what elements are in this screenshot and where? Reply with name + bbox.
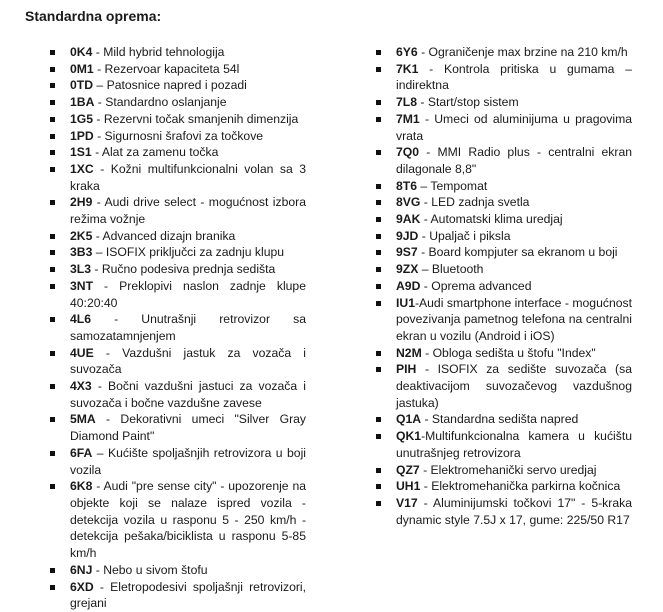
- equipment-code: 3L3: [70, 262, 92, 277]
- equipment-description: - MMI Radio plus - centralni ekran dilagonale 8,8": [396, 145, 632, 176]
- equipment-code: 1XC: [70, 161, 94, 176]
- equipment-description: - Alat za zamenu točka: [91, 145, 219, 160]
- equipment-description: – Tempomat: [417, 178, 488, 193]
- equipment-description: – Kućište spoljašnjih retrovizora u boji vozila: [70, 445, 306, 477]
- equipment-code: 2H9: [70, 195, 93, 210]
- equipment-code: 4UE: [70, 345, 94, 360]
- equipment-code: UH1: [396, 479, 421, 494]
- equipment-item: [70, 311, 306, 344]
- equipment-list-right: [396, 44, 632, 528]
- equipment-description: - Aluminijumski točkovi 17" - 5-kraka dynamic style 7.5J x 17, gume: 225/50 R17: [396, 495, 632, 527]
- equipment-description: -Multifunkcionalna kamera u kućištu unutrašnjeg retrovizora: [396, 429, 632, 460]
- equipment-item: [70, 378, 306, 411]
- equipment-description: - Unutrašnji retrovizor sa samozatamnjenjem: [70, 312, 306, 343]
- equipment-code: 9ZX: [396, 262, 419, 277]
- equipment-code: 6K8: [70, 479, 93, 494]
- equipment-code: 8VG: [396, 195, 421, 210]
- equipment-code: 4X3: [70, 379, 92, 394]
- equipment-code: 6XD: [70, 579, 94, 594]
- equipment-description: - Kožni multifunkcionalni volan sa 3 kraka: [70, 161, 306, 193]
- equipment-code: QZ7: [396, 462, 420, 477]
- equipment-description: - Oprema advanced: [420, 278, 532, 293]
- section-title: Standardna oprema:: [25, 8, 162, 24]
- equipment-description: - Upaljač i piksla: [418, 228, 511, 243]
- equipment-item: [70, 445, 306, 478]
- equipment-item: [70, 61, 306, 78]
- equipment-code: 6Y6: [396, 45, 418, 59]
- equipment-item: [396, 345, 632, 362]
- equipment-item: [70, 44, 306, 61]
- equipment-description: - Eletropodesivi spoljašnji retrovizori, grejani: [70, 579, 306, 611]
- equipment-description: - Mild hybrid tehnologija: [92, 45, 225, 59]
- equipment-code: 7M1: [396, 111, 420, 126]
- equipment-item: [396, 178, 632, 195]
- equipment-code: 0TD: [70, 78, 94, 93]
- equipment-code: N2M: [396, 345, 422, 360]
- equipment-item: [70, 478, 306, 562]
- equipment-item: [70, 144, 306, 161]
- equipment-code: QK1: [396, 429, 422, 444]
- equipment-item: [396, 361, 632, 411]
- equipment-item: [396, 44, 632, 61]
- equipment-description: - Preklopivi naslon zadnje klupe 40:20:40: [70, 278, 306, 310]
- equipment-item: [70, 411, 306, 444]
- equipment-description: - Obloga sedišta u štofu "Index": [421, 345, 596, 360]
- equipment-code: Q1A: [396, 412, 422, 427]
- equipment-code: 7L8: [396, 95, 418, 110]
- equipment-code: 0K4: [70, 45, 93, 59]
- equipment-code: 9AK: [396, 212, 421, 227]
- equipment-item: [70, 128, 306, 145]
- equipment-description: - Ručno podesiva prednja sedišta: [91, 262, 276, 277]
- equipment-description: - Ograničenje max brzine na 210 km/h: [417, 45, 628, 59]
- equipment-item: [396, 211, 632, 228]
- equipment-item: [70, 111, 306, 128]
- equipment-item: [70, 579, 306, 612]
- equipment-item: [396, 61, 632, 94]
- equipment-description: - Automatski klima uredjaj: [420, 212, 563, 227]
- equipment-description: - Standardno oslanjanje: [94, 95, 227, 110]
- equipment-code: PIH: [396, 362, 417, 377]
- equipment-item: [396, 495, 632, 528]
- equipment-description: - Start/stop sistem: [417, 95, 519, 110]
- equipment-item: [70, 261, 306, 278]
- equipment-description: - Advanced dizajn branika: [92, 228, 236, 243]
- equipment-code: 3NT: [70, 278, 94, 293]
- equipment-code: 1G5: [70, 111, 94, 126]
- equipment-code: 2K5: [70, 228, 93, 243]
- equipment-item: [70, 278, 306, 311]
- equipment-code: 1PD: [70, 128, 94, 143]
- equipment-description: - Elektromehanički servo uredjaj: [419, 462, 597, 477]
- equipment-description: - Dekorativni umeci "Silver Gray Diamond Paint": [70, 412, 306, 444]
- equipment-item: [396, 94, 632, 111]
- equipment-code: 8T6: [396, 178, 418, 193]
- equipment-code: 9S7: [396, 245, 418, 260]
- equipment-description: - Sigurnosni šrafovi za točkove: [93, 128, 264, 143]
- equipment-description: - Board kompjuter sa ekranom u boji: [417, 245, 618, 260]
- equipment-item: [70, 562, 306, 579]
- equipment-description: - Nebo u sivom štofu: [92, 562, 208, 577]
- equipment-description: - Vazdušni jastuk za vozača i suvozača: [70, 345, 306, 377]
- equipment-description: - Rezervoar kapaciteta 54l: [93, 61, 240, 76]
- equipment-description: - Standardna sedišta napred: [421, 412, 579, 427]
- equipment-item: [70, 161, 306, 194]
- equipment-description: - LED zadnja svetla: [420, 195, 530, 210]
- equipment-item: [396, 244, 632, 261]
- equipment-description: - Audi drive select - mogućnost izbora režima vožnje: [70, 195, 306, 227]
- equipment-item: [70, 77, 306, 94]
- equipment-item: [396, 228, 632, 245]
- equipment-description: - ISOFIX za sedište suvozača (sa deaktivacijom suvozačevog vazdušnog jastuka): [396, 362, 632, 410]
- equipment-description: – Patosnice napred i pozadi: [93, 78, 247, 93]
- equipment-code: A9D: [396, 278, 421, 293]
- equipment-code: 9JD: [396, 228, 419, 243]
- equipment-code: 7Q0: [396, 145, 420, 160]
- equipment-code: V17: [396, 495, 418, 510]
- equipment-description: - Elektromehanička parkirna kočnica: [420, 479, 621, 494]
- equipment-description: - Audi "pre sense city" - upozorenje na objekte koji se nalaze ispred vozila - detekcija vozila u rasponu 5 - 250 km/h - detekcija pešaka/biciklista u rasponu 5-85 km/h: [70, 479, 306, 561]
- equipment-description: - Bočni vazdušni jastuci za vozača i suvozača i bočne vazdušne zavese: [70, 379, 306, 410]
- equipment-description: - Kontrola pritiska u gumama – indirektna: [396, 61, 632, 93]
- equipment-item: [70, 244, 306, 261]
- equipment-item: [396, 478, 632, 495]
- equipment-code: 6FA: [70, 445, 93, 460]
- equipment-description: - Umeci od aluminijuma u pragovima vrata: [396, 111, 632, 143]
- equipment-item: [396, 144, 632, 177]
- equipment-description: - Rezervni točak smanjenih dimenzija: [93, 111, 299, 126]
- equipment-code: 6NJ: [70, 562, 93, 577]
- equipment-code: 0M1: [70, 61, 94, 76]
- equipment-code: 7K1: [396, 61, 419, 76]
- equipment-code: 4L6: [70, 312, 92, 327]
- equipment-item: [396, 411, 632, 428]
- equipment-code: 1BA: [70, 95, 95, 110]
- equipment-code: 5MA: [70, 412, 96, 427]
- equipment-item: [70, 345, 306, 378]
- equipment-item: [396, 428, 632, 461]
- equipment-item: [396, 194, 632, 211]
- equipment-item: [396, 111, 632, 144]
- equipment-code: 3B3: [70, 245, 93, 260]
- equipment-item: [396, 261, 632, 278]
- equipment-code: IU1: [396, 295, 415, 310]
- equipment-item: [396, 462, 632, 479]
- equipment-description: -Audi smartphone interface - mogućnost povezivanja pametnog telefona na centralni ekran u vozilu (Android i iOS): [396, 295, 632, 343]
- equipment-item: [70, 194, 306, 227]
- equipment-item: [396, 295, 632, 345]
- equipment-item: [70, 94, 306, 111]
- equipment-description: – ISOFIX priključci za zadnju klupu: [92, 245, 285, 260]
- equipment-description: – Bluetooth: [418, 262, 484, 277]
- equipment-code: 1S1: [70, 145, 92, 160]
- equipment-item: [396, 278, 632, 295]
- equipment-item: [70, 228, 306, 245]
- equipment-list-left: [70, 44, 306, 612]
